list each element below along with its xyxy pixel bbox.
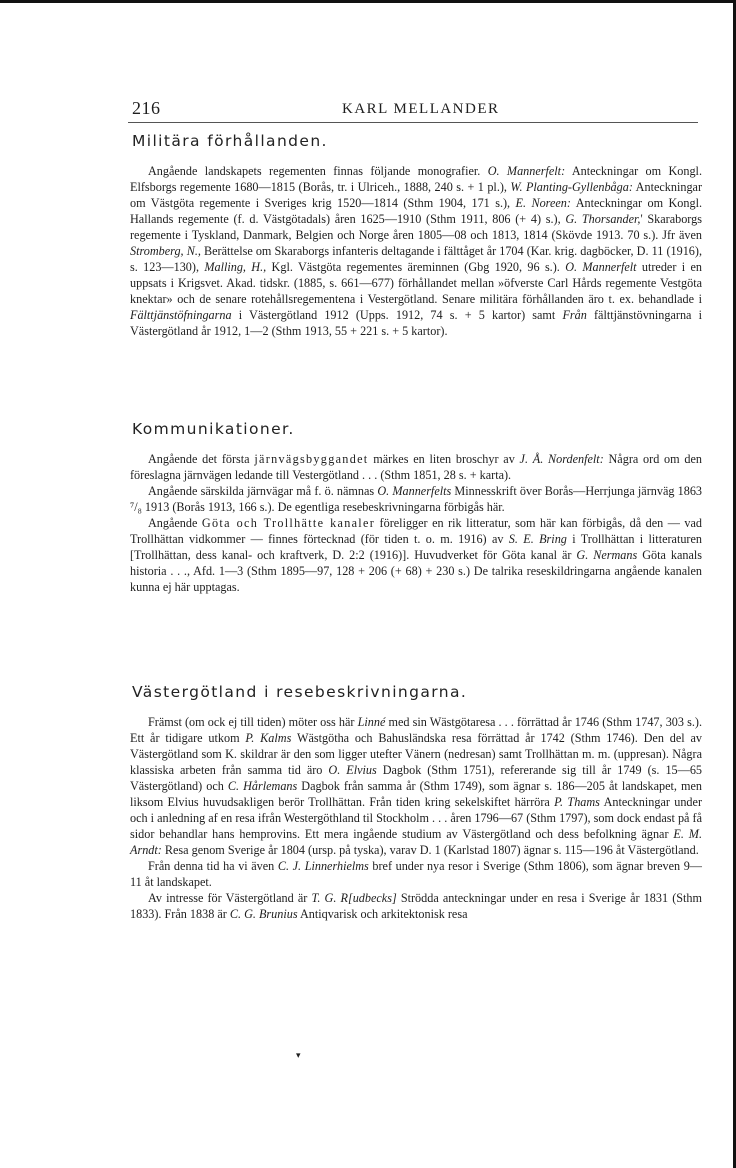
italic-reference: P. Kalms [245,731,292,745]
italic-reference: Fälttjänstöfningarna [130,308,232,322]
paragraph [130,858,702,890]
text-run: Antiqvarisk och arkitektonisk resa [297,907,468,921]
text-run: ' Skaraborgs regemente i Tyskland, Danmark, Belgien och Norge åren 1805—08 och 1813, 1814 (Skövde 1913. 70 s.). Jfr även [130,212,702,242]
text-run: Angående [148,516,202,530]
section-title: Militära förhållanden. [132,132,328,150]
italic-reference: Stromberg, N., [130,244,201,258]
text-run: Minnesskrift över Borås—Herrjunga järnväg 1863 ⁷/₈ 1913 (Borås 1913, 166 s.). De egentliga resebeskrivningarna förbigås här. [130,484,703,514]
top-border-line [0,0,736,3]
text-run: märkes en liten broschyr av [368,452,520,466]
text-run: Strödda anteckningar under en resa i Sverige år 1831 (Sthm 1833). Från 1838 är [130,891,702,921]
paragraph [130,890,702,922]
text-run: i Västergötland 1912 (Upps. 1912, 74 s. + 5 kartor) samt [231,308,563,322]
bullet-mark: ▾ [296,1050,301,1060]
italic-reference: O. Elvius [328,763,377,777]
italic-reference: O. Mannerfelt: [487,164,566,178]
italic-reference: W. Planting-Gyllenbåga: [510,180,633,194]
italic-reference: S. E. Bring [508,532,567,546]
italic-reference: O. Mannerfelt [565,260,637,274]
section-title: Kommunikationer. [132,420,295,438]
text-run: Av intresse för Västergötland är [148,891,312,905]
spaced-term: järnvägsbyggandet [254,452,369,466]
text-run: Anteckningar om Kongl. Elfsborgs regemente 1680—1815 (Borås, tr. i Ulriceh., 1888, 240 s. + 1 pl.), [130,164,702,194]
italic-reference: P. Thams [554,795,600,809]
paragraph [130,163,702,339]
italic-reference: G. Nermans [576,548,638,562]
text-run: föreligger en rik litteratur, som här kan förbigås, då den — vad Trollhättan vidkommer — finnes förtecknad (för tiden t. o. m. 1916) av [130,516,703,546]
section-communications [130,420,702,595]
text-run: Göta kanals historia . . ., Afd. 1—3 (Sthm 1895—97, 128 + 206 (+ 68) + 230 s.) De talrika reseskildringarna angående kanalen kunna ej här upptagas. [130,548,702,594]
italic-reference: Malling, H., [204,260,267,274]
text-run: Angående särskilda järnvägar må f. ö. nämnas [148,484,378,498]
section-title: Västergötland i resebeskrivningarna. [132,683,468,701]
text-run: Anteckningar om Kongl. Hallands regemente (f. d. Västgötadals) åren 1625—1910 (Sthm 1911, 806 (+ 4) s.), [130,196,703,226]
text-run: bref under nya resor i Sverige (Sthm 1806), som ägnar breven 9—11 åt landskapet. [130,859,702,889]
italic-reference: T. G. R[udbecks] [311,891,397,905]
italic-reference: C. G. Brunius [229,907,298,921]
running-head: KARL MELLANDER [342,101,500,117]
section-military [130,132,702,339]
text-run: i Trollhättan i litteraturen [Trollhättan, dess kanal- och kraftverk, D. 2:2 (1916)]. Huvudverket för Göta kanal är [130,532,702,562]
italic-reference: Från [562,308,587,322]
page-number: 216 [132,98,161,118]
header-rule [128,122,698,123]
text-run: Anteckningar om Västgöta regemente i Sveriges krig 1520—1814 (Sthm 1904, 171 s.), [130,180,703,210]
section-travel-descriptions [130,683,702,922]
text-run: Angående det första [148,452,255,466]
text-run: Från denna tid ha vi även [148,859,278,873]
text-run: Dagbok (Sthm 1751), refererande sig till år 1749 (s. 15—65 Västergötland) och [130,763,703,793]
italic-reference: Linné [357,715,386,729]
paragraph [130,483,702,515]
text-run: Främst (om ock ej till tiden) möter oss här [148,715,358,729]
paragraph [130,451,702,483]
text-run: med sin Wästgötaresa . . . förrättad år 1746 (Sthm 1747, 303 s.). Ett år tidigare utkom [130,715,703,745]
italic-reference: C. Hårlemans [227,779,298,793]
italic-reference: O. Mannerfelts [377,484,452,498]
text-run: utreder i en uppsats i Krigsvet. Akad. tidskr. (1885, s. 661—677) förhållandet mellan »öfverste Carl Hårds regemente Vestgöta knektar» och de senare rotehållsregementena i Vestergötland. Senare militära förhållanden äro t. ex. behandlade i [130,260,702,306]
text-run: Några ord om den föreslagna järnvägen ledande till Vestergötland . . . (Sthm 1851, 28 s. + karta). [130,452,702,482]
text-run: Wästgötha och Bahusländska resa förrättad år 1742 (Sthm 1746). Den del av Västergötland som K. skildrar är den som ligger utefter Vänern (nedresan) samt Trollhättan m. m. (uppresan). Några klassiska arbeten från samma tid äro [130,731,702,777]
spaced-term: Göta och Trollhätte kanaler [201,516,376,530]
text-run: Angående landskapets regementen finnas följande monografier. [148,164,488,178]
italic-reference: E. Noreen: [515,196,571,210]
paragraph [130,714,702,858]
text-run: Resa genom Sverige år 1804 (ursp. på tyska), varav D. 1 (Karlstad 1807) ägnar s. 115—196 åt Västergötland. [161,843,699,857]
text-run: Berättelse om Skaraborgs infanteris deltagande i fälttåget år 1704 (Kar. krig. dagböcker, D. 11 (1916), s. 123—130), [130,244,702,274]
italic-reference: E. M. Arndt: [130,827,702,857]
text-run: fälttjänstövningarna i Västergötland år 1912, 1—2 (Sthm 1913, 55 + 221 s. + 5 kartor). [130,308,702,338]
italic-reference: C. J. Linnerhielms [277,859,369,873]
text-run: Kgl. Västgöta regementes äreminnen (Gbg 1920, 96 s.). [266,260,566,274]
italic-reference: J. Å. Nordenfelt: [519,452,604,466]
paragraph [130,515,702,595]
italic-reference: G. Thorsander, [565,212,641,226]
text-run: Anteckningar under och i anledning af en resa ifrån Westergöthland til Stockholm . . . åren 1796—67 (Sthm 1797), som dock endast på få sidor behandlar hans hemprovins. Ett mera ingående studium av Västergötland och dess befolkning ägnar [130,795,702,841]
text-run: Dagbok från samma år (Sthm 1749), som ägnar s. 186—205 åt landskapet, men liksom Elvius huvudsakligen berör Trollhättan. Från tiden kring sekelskiftet härröra [130,779,702,809]
